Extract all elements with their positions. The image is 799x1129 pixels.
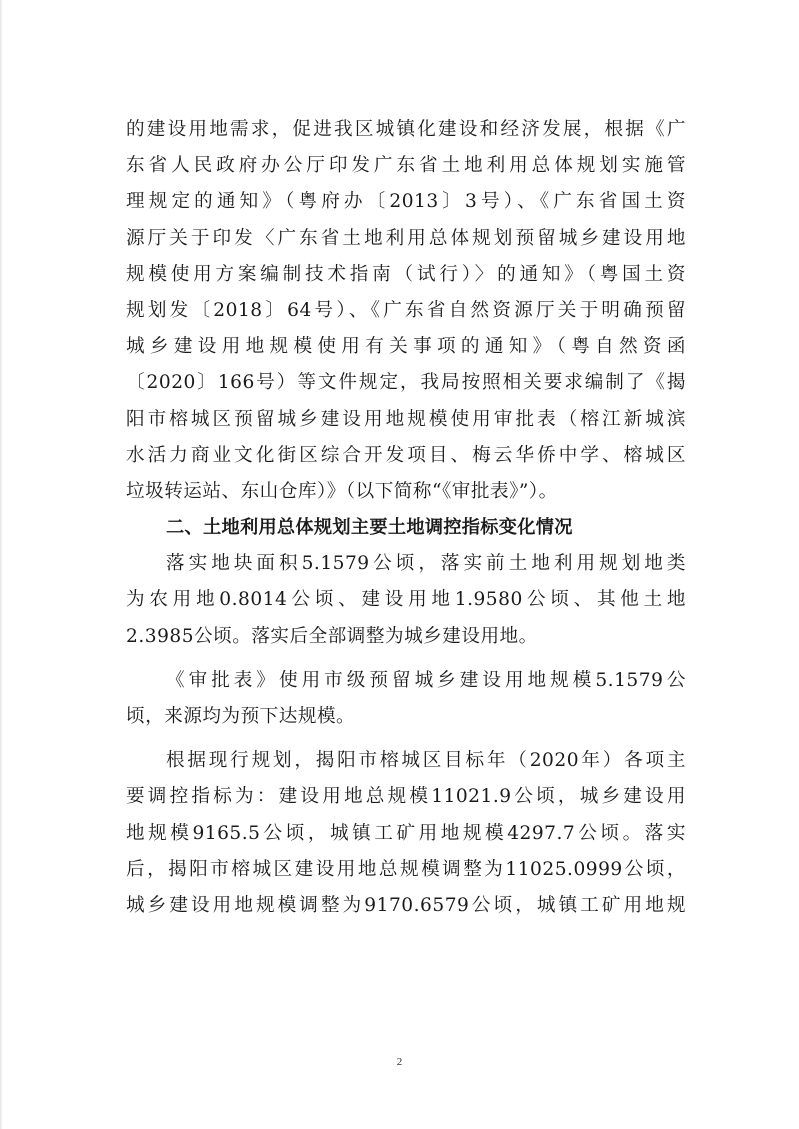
text-line: 的建设用地需求，促进我区城镇化建设和经济发展，根据《广	[126, 119, 686, 140]
text-line: 地规模9165.5公顷，城镇工矿用地规模4297.7公顷。落实	[126, 822, 686, 844]
document-body	[126, 112, 686, 924]
text-line: 水活力商业文化街区综合开发项目、梅云华侨中学、榕城区	[126, 444, 686, 466]
text-line: 要调控指标为：建设用地总规模11021.9公顷，城乡建设用	[126, 786, 686, 808]
text-line: 垃圾转运站、东山仓库）》（以下简称“《审批表》”）。	[126, 480, 558, 502]
text-line: 〔2020〕166号）等文件规定，我局按照相关要求编制了《揭	[126, 372, 686, 394]
scan-edge-shadow	[0, 0, 3, 1129]
text-line: 落实地块面积5.1579公顷，落实前土地利用规划地类	[166, 553, 686, 575]
paragraph-control-indicators	[126, 743, 686, 924]
text-line: 城乡建设用地规模调整为9170.6579公顷，城镇工矿用地规	[126, 894, 686, 916]
text-line: 阳市榕城区预留城乡建设用地规模使用审批表（榕江新城滨	[126, 408, 686, 430]
text-line: 根据现行规划，揭阳市榕城区目标年（2020年）各项主	[166, 750, 686, 772]
text-line: 为农用地0.8014公顷、建设用地1.9580公顷、其他土地	[126, 589, 686, 611]
text-line: 城乡建设用地规模使用有关事项的通知》（粤自然资函	[126, 336, 686, 358]
text-line: 理规定的通知》（粤府办〔2013〕3号）、《广东省国土资	[126, 191, 686, 213]
text-line: 规划发〔2018〕64号）、《广东省自然资源厅关于明确预留	[126, 299, 686, 321]
text-line: 规模使用方案编制技术指南（试行）〉的通知》（粤国土资	[126, 263, 686, 285]
page-number: 2	[396, 1056, 403, 1068]
text-line: 2.3985公顷。落实后全部调整为城乡建设用地。	[126, 625, 538, 647]
text-line: 《审批表》使用市级预留城乡建设用地规模5.1579公	[166, 669, 686, 691]
text-line: 东省人民政府办公厅印发广东省土地利用总体规划实施管	[126, 155, 686, 177]
text-line: 顷，来源均为预下达规模。	[126, 706, 356, 727]
section-heading: 二、土地利用总体规划主要土地调控指标变化情况	[166, 517, 573, 539]
text-line: 后，揭阳市榕城区建设用地总规模调整为11025.0999公顷，	[126, 858, 686, 880]
paragraph-regulations	[126, 112, 686, 510]
paragraph-land-area	[126, 546, 686, 655]
text-line: 源厅关于印发〈广东省土地利用总体规划预留城乡建设用地	[126, 227, 686, 249]
paragraph-approval-table	[126, 663, 686, 735]
